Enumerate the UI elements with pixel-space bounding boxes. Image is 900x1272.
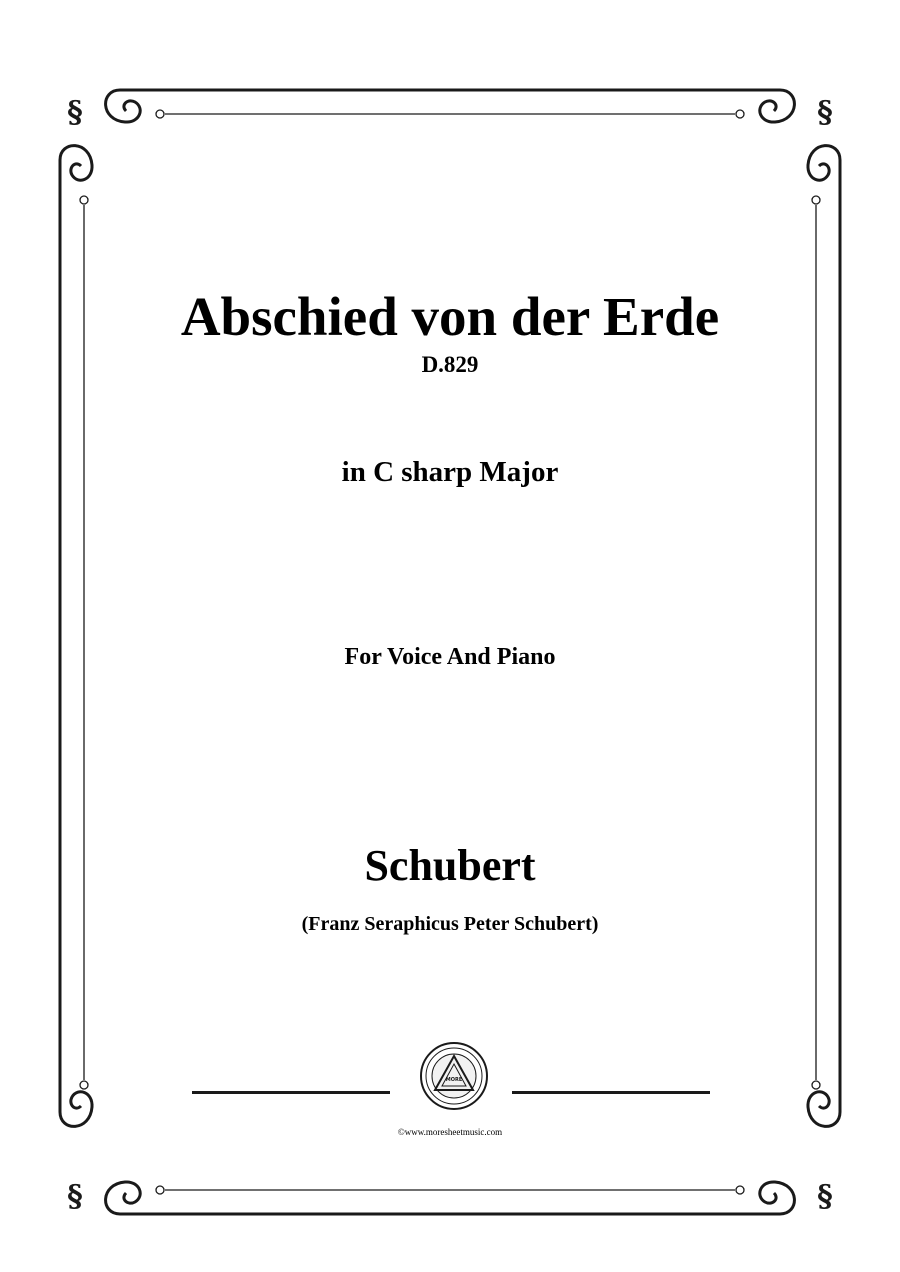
section-sign-icon: § [817, 95, 833, 130]
catalog-number: D.829 [421, 352, 479, 377]
triangle-seal-logo [419, 1041, 489, 1111]
section-sign-icon: § [67, 1179, 83, 1214]
page-title: Abschied von der Erde [180, 286, 720, 347]
svg-text:MORE: MORE [445, 1077, 463, 1083]
divider-left [192, 1091, 390, 1094]
section-sign-icon: § [817, 1179, 833, 1214]
composer-full-name: (Franz Seraphicus Peter Schubert) [301, 913, 599, 935]
section-sign-icon: § [67, 95, 83, 130]
composer-name: Schubert [364, 841, 536, 890]
copyright-notice: ©www.moresheetmusic.com [397, 1127, 503, 1137]
divider-right [512, 1091, 710, 1094]
key-signature: in C sharp Major [341, 456, 559, 488]
instrumentation: For Voice And Piano [344, 644, 556, 670]
